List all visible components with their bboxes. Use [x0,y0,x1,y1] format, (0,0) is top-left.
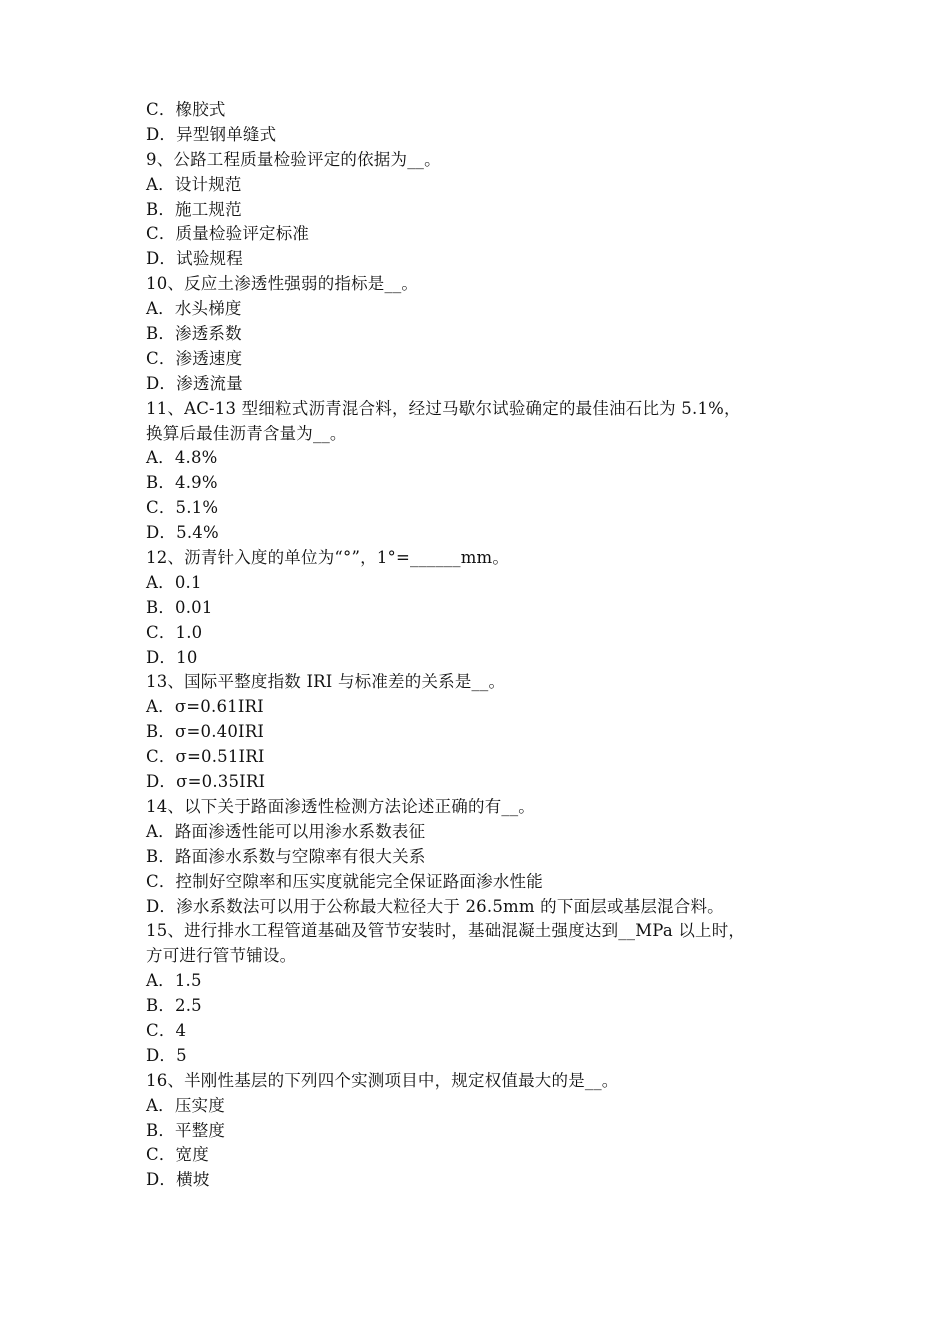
q10-option-a: A．水头梯度 [146,299,242,319]
q10-option-b: B．渗透系数 [146,324,242,344]
question-16: 16、半刚性基层的下列四个实测项目中，规定权值最大的是__。 [146,1070,619,1090]
q14-option-a: A．路面渗透性能可以用渗水系数表征 [146,821,426,841]
q12-option-b: B．0.01 [146,597,213,617]
q16-option-a: A．压实度 [146,1095,225,1115]
q16-option-b: B．平整度 [146,1120,226,1140]
q13-option-d: D．σ=0.35IRI [146,772,266,792]
question-11-line-1: 11、AC-13 型细粒式沥青混合料，经过马歇尔试验确定的最佳油石比为 5.1%， [146,398,741,418]
q12-option-d: D．10 [146,647,198,667]
question-12: 12、沥青针入度的单位为“°”，1°=______mm。 [146,548,510,568]
option-d-steel-single-joint: D．异型钢单缝式 [146,124,277,144]
q15-option-b: B．2.5 [146,996,202,1016]
q14-option-b: B．路面渗水系数与空隙率有很大关系 [146,846,426,866]
q15-option-a: A．1.5 [146,971,202,991]
q11-option-b: B．4.9% [146,473,218,493]
q9-option-a: A．设计规范 [146,174,242,194]
q10-option-d: D．渗透流量 [146,373,243,393]
q9-option-d: D．试验规程 [146,249,243,269]
document-page [146,98,806,1193]
question-9: 9、公路工程质量检验评定的依据为__。 [146,149,441,169]
q12-option-c: C．1.0 [146,622,203,642]
question-10: 10、反应土渗透性强弱的指标是__。 [146,274,419,294]
q12-option-a: A．0.1 [146,572,202,592]
q9-option-b: B．施工规范 [146,199,242,219]
q15-option-d: D．5 [146,1045,187,1065]
q14-option-c: C．控制好空隙率和压实度就能完全保证路面渗水性能 [146,871,543,891]
question-14: 14、以下关于路面渗透性检测方法论述正确的有__。 [146,796,535,816]
q13-option-b: B．σ=0.40IRI [146,722,265,742]
q11-option-a: A．4.8% [146,448,218,468]
q16-option-d: D．横坡 [146,1170,210,1190]
q11-option-c: C．5.1% [146,498,219,518]
q16-option-c: C．宽度 [146,1145,209,1165]
question-15-line-1: 15、进行排水工程管道基础及管节安装时，基础混凝土强度达到__MPa 以上时， [146,921,746,941]
q10-option-c: C．渗透速度 [146,348,243,368]
q11-option-d: D．5.4% [146,523,219,543]
question-15-line-2: 方可进行管节铺设。 [146,946,297,966]
option-c-rubber-type: C．橡胶式 [146,100,226,119]
q9-option-c: C．质量检验评定标准 [146,224,310,244]
q13-option-a: A．σ=0.61IRI [146,697,264,717]
q15-option-c: C．4 [146,1020,187,1040]
q13-option-c: C．σ=0.51IRI [146,747,265,767]
q14-option-d: D．渗水系数法可以用于公称最大粒径大于 26.5mm 的下面层或基层混合料。 [146,896,724,916]
question-13: 13、国际平整度指数 IRI 与标准差的关系是__。 [146,672,506,692]
question-11-line-2: 换算后最佳沥青含量为__。 [146,423,347,443]
